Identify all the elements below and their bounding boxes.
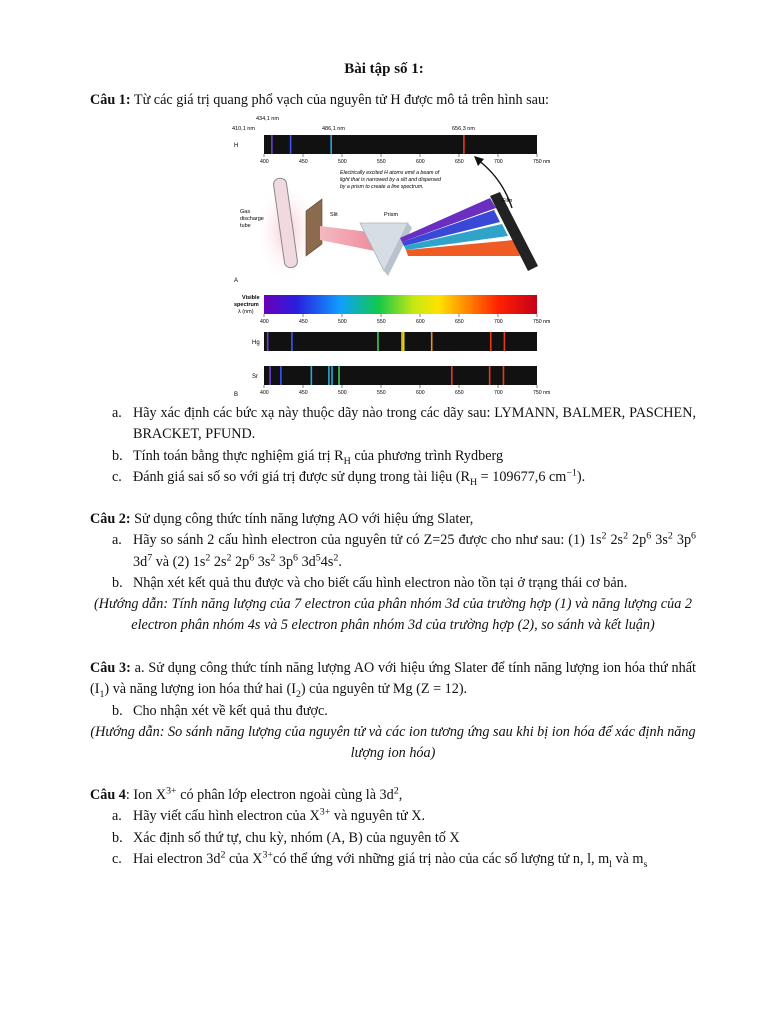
question-1-text: Từ các giá trị quang phổ vạch của nguyên tử H được mô tả trên hình sau: (133, 92, 549, 108)
question-4-label: Câu 4 (90, 787, 126, 803)
panel-a-label: A (234, 278, 239, 284)
superscript: 6 (249, 551, 255, 563)
question-4-item-c (90, 849, 696, 870)
tick-label: 650 (455, 319, 464, 325)
tick-label: 400 (260, 159, 269, 165)
tick-label: 750 nm (533, 159, 551, 165)
item-marker: b. (112, 447, 123, 464)
visible-label-3: λ (nm) (238, 309, 254, 315)
superscript: 6 (293, 551, 299, 563)
tick-label: 600 (416, 390, 425, 396)
superscript: 3+ (262, 849, 274, 861)
item-text: Hai electron 3d (133, 850, 221, 867)
question-2-text: Sử dụng công thức tính năng lượng AO với hiệu ứng Slater, (134, 511, 474, 527)
tick-label: 500 (338, 390, 347, 396)
tick-label: 650 (455, 159, 464, 165)
item-text: có thể ứng với những giá trị nào của các số lượng tử n, l, m (273, 850, 610, 867)
item-text: . (338, 553, 342, 570)
tick-label: 500 (338, 319, 347, 325)
item-text: 3p (676, 532, 692, 549)
visible-ticks (260, 314, 550, 325)
h-emission-line (463, 135, 465, 154)
tick-label: 550 (377, 159, 386, 165)
item-text: 3p (275, 553, 294, 570)
h-emission-line (290, 135, 292, 154)
sr-emission-line (331, 366, 333, 385)
question-1 (90, 90, 696, 111)
hg-emission-line (267, 332, 269, 351)
tick-label: 700 (494, 159, 503, 165)
hg-emission-line (403, 332, 405, 351)
item-marker: a. (112, 808, 122, 825)
tick-label: 550 (377, 319, 386, 325)
item-text: Nhận xét kết quả thu được và cho biết cấu hình electron nào tồn tại ở trạng thái cơ bản. (133, 574, 628, 591)
h-emission-line (330, 135, 332, 154)
question-4-text: : Ion X (125, 787, 167, 803)
visible-label-1: Visible (242, 295, 260, 301)
item-text: Xác định số thứ tự, chu kỳ, nhóm (A, B) của nguyên tố X (133, 829, 460, 846)
item-marker: b. (112, 702, 123, 719)
item-text: Đánh giá sai số so với giá trị được sử dụng trong tài liệu (R (133, 468, 470, 485)
question-4-text: , (398, 787, 403, 803)
item-text: Hãy xác định các bức xạ này thuộc dãy nào trong các dãy sau: LYMANN, BALMER, PASCHEN, BRACKET, PFUND. (133, 405, 696, 443)
superscript: 2 (667, 530, 673, 542)
item-text: và nguyên tử X. (330, 808, 426, 825)
question-2-item-a (90, 530, 696, 573)
gas-label-3: tube (240, 223, 251, 229)
subscript: s (643, 858, 648, 870)
tick-label: 650 (455, 390, 464, 396)
superscript: 2 (623, 530, 629, 542)
superscript: 2 (270, 551, 276, 563)
item-marker: c. (112, 850, 122, 867)
tick-label: 700 (494, 319, 503, 325)
tick-label: 500 (338, 159, 347, 165)
hg-emission-line (504, 332, 506, 351)
hg-spectrum-strip (264, 332, 537, 351)
item-marker: b. (112, 574, 123, 591)
caption-line-3: by a prism to create a line spectrum. (340, 184, 424, 190)
superscript: 6 (691, 530, 696, 542)
sr-emission-line (489, 366, 491, 385)
question-3 (90, 658, 696, 764)
tick-label: 400 (260, 319, 269, 325)
wl-label-434: 434,1 nm (256, 116, 279, 122)
subscript: 2 (295, 689, 301, 701)
superscript: 2 (393, 785, 399, 797)
prism-label: Prism (384, 212, 399, 218)
hg-emission-line (291, 332, 293, 351)
gas-label-1: Gas (240, 209, 251, 215)
tick-label: 450 (299, 159, 308, 165)
spectrum-figure (232, 116, 551, 398)
sr-emission-line (338, 366, 340, 385)
item-text: ). (576, 468, 586, 485)
item-text: 3s (651, 532, 668, 549)
item-marker: a. (112, 532, 122, 549)
sr-emission-line (328, 366, 330, 385)
superscript: 6 (646, 530, 652, 542)
item-text: và (2) 1s (152, 553, 206, 570)
hg-emission-line (431, 332, 433, 351)
question-1-item-a (90, 403, 696, 446)
subscript: l (609, 858, 612, 870)
item-text: 2s (606, 532, 624, 549)
question-1-items (90, 403, 696, 488)
sr-emission-line (311, 366, 313, 385)
item-text: 4s (320, 553, 334, 570)
tick-label: 600 (416, 159, 425, 165)
wl-label-656: 656,3 nm (452, 126, 475, 132)
hg-row-label: Hg (252, 340, 260, 346)
sr-emission-line (451, 366, 453, 385)
question-1-item-b (90, 446, 696, 467)
item-text: Hãy viết cấu hình electron của X (133, 808, 320, 825)
superscript: 2 (226, 551, 232, 563)
h-ticks (260, 154, 550, 165)
sr-emission-line (280, 366, 282, 385)
wl-label-486: 486,1 nm (322, 126, 345, 132)
question-1-label: Câu 1: (90, 92, 131, 108)
sr-emission-line (269, 366, 271, 385)
item-marker: a. (112, 405, 122, 421)
question-2-label: Câu 2: (90, 511, 131, 527)
tick-label: 700 (494, 390, 503, 396)
sr-spectrum-strip (264, 366, 537, 385)
h-row-label: H (234, 143, 239, 149)
caption-line-1: Electrically excited H atoms emit a beam of (340, 170, 440, 176)
caption-line-2: light that is narrowed by a slit and dispersed (340, 177, 441, 183)
subscript: 1 (99, 689, 105, 701)
superscript: 2 (333, 551, 339, 563)
tick-label: 450 (299, 390, 308, 396)
superscript: 3+ (166, 785, 177, 797)
h-emission-line (271, 135, 273, 154)
item-text: 3s (254, 553, 271, 570)
superscript: 7 (147, 551, 153, 563)
superscript: 2 (205, 551, 211, 563)
question-4-item-b (90, 828, 696, 849)
hg-emission-line (490, 332, 492, 351)
question-3-text: ) và năng lượng ion hóa thứ hai (I (104, 681, 296, 698)
sr-row-label: Sr (252, 374, 258, 380)
sr-emission-line (503, 366, 505, 385)
question-2-intro (90, 509, 696, 530)
subscript: H (343, 455, 351, 467)
superscript: 5 (315, 551, 321, 563)
visible-label-2: spectrum (234, 302, 259, 308)
question-3-item-b (90, 701, 696, 722)
superscript: 2 (601, 530, 607, 542)
tick-label: 400 (260, 390, 269, 396)
question-3-text: a. Sử dụng công thức tính năng lượng AO với hiệu ứng Slater để tính năng lượng ion hóa thứ nhất (I (90, 660, 696, 698)
item-text: 2p (628, 532, 647, 549)
question-3-intro (90, 658, 696, 701)
question-4-intro (90, 785, 696, 806)
hg-emission-line (401, 332, 403, 351)
item-text: Tính toán bằng thực nghiệm giá trị R (133, 447, 344, 464)
question-4-text: có phân lớp electron ngoài cùng là 3d (176, 787, 394, 803)
item-text: của X (225, 850, 263, 867)
item-marker: c. (112, 468, 122, 485)
question-3-label: Câu 3: (90, 660, 131, 676)
subscript: H (469, 476, 478, 488)
question-2 (90, 509, 696, 637)
item-text: Hãy so sánh 2 cấu hình electron của nguyên tử có Z=25 được cho như sau: (1) 1s (133, 532, 602, 549)
tick-label: 750 nm (533, 390, 551, 396)
item-text: Cho nhận xét về kết quả thu được. (133, 702, 328, 719)
question-3-text: ) của nguyên tử Mg (Z = 12). (300, 681, 468, 698)
superscript: −1 (566, 467, 577, 479)
question-2-item-b (90, 573, 696, 594)
superscript: 2 (220, 849, 226, 861)
tick-label: 450 (299, 319, 308, 325)
superscript: 3+ (319, 806, 331, 818)
question-4-item-a (90, 806, 696, 827)
tick-label: 750 nm (533, 319, 551, 325)
item-text: 2s (210, 553, 227, 570)
panel-b-label: B (234, 392, 239, 398)
item-text: 2p (231, 553, 250, 570)
question-2-hint: (Hướng dẫn: Tính năng lượng của 7 electron của phân nhóm 3d của trường hợp (1) và năng lượng của 2 electron phân nhóm 4s và 5 electron phân nhóm 3d của trường hợp (2), so sánh và kết luận) (94, 596, 692, 634)
tick-label: 550 (377, 390, 386, 396)
question-1-item-c (90, 467, 696, 488)
question-3-hint: (Hướng dẫn: So sánh năng lượng của nguyên tử và các ion tương ứng sau khi bị ion hóa để xác định năng lượng ion hóa) (90, 723, 696, 762)
h-spectrum-strip (264, 135, 537, 154)
item-text: 3d (133, 553, 148, 570)
wl-label-410: 410,1 nm (232, 126, 255, 132)
item-text: = 109677,6 cm (477, 468, 567, 485)
item-text: 3d (298, 553, 316, 570)
tick-label: 600 (416, 319, 425, 325)
question-4 (90, 785, 696, 870)
sr-ticks (260, 385, 550, 396)
gas-label-2: discharge (240, 216, 264, 222)
page-title: Bài tập số 1: (344, 61, 424, 77)
slit-label: Slit (330, 212, 338, 218)
visible-spectrum-strip (264, 295, 537, 314)
hg-emission-line (377, 332, 379, 351)
item-text: của phương trình Rydberg (350, 447, 504, 464)
film-label: Film (502, 198, 513, 204)
item-marker: b. (112, 829, 123, 846)
item-text: và m (611, 850, 644, 867)
